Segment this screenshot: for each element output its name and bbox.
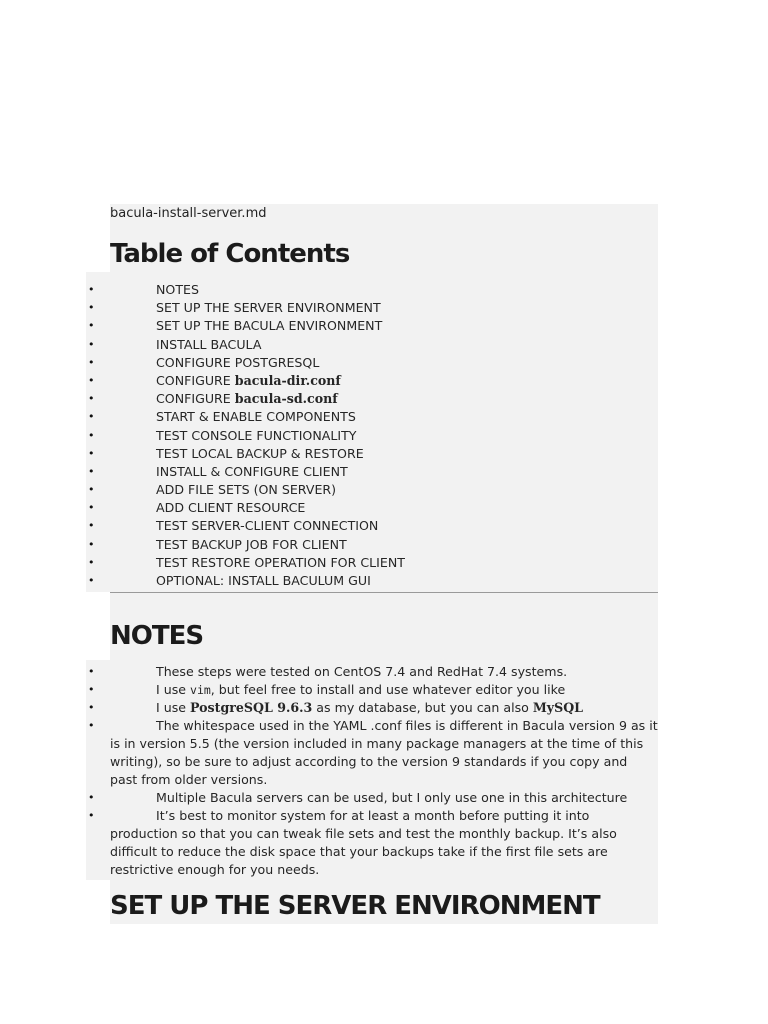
horizontal-rule [110,592,658,593]
bullet-icon: • [88,809,95,822]
toc-item[interactable]: • TEST BACKUP JOB FOR CLIENT [88,536,347,552]
bullet-icon: • [88,392,95,406]
notes-list [0,663,768,879]
toc-item[interactable]: • INSTALL BACULA [88,336,262,352]
toc-item[interactable]: • CONFIGURE bacula-sd.conf [88,391,338,407]
list-item: • I use vim, but feel free to install and use whatever editor you like [88,682,566,697]
bullet-icon: • [88,701,95,714]
list-item: • Multiple Bacula servers can be used, but I only use one in this architecture [88,790,628,805]
toc-heading: Table of Contents [110,239,350,269]
list-item: • I use PostgreSQL 9.6.3 as my database, but you can also MySQL [88,700,584,715]
toc-item[interactable]: • OPTIONAL: INSTALL BACULUM GUI [88,573,371,588]
toc-item[interactable]: • CONFIGURE bacula-dir.conf [88,372,341,388]
toc-item[interactable]: • ADD CLIENT RESOURCE [88,500,306,516]
toc-item[interactable]: • NOTES [88,282,199,297]
bullet-icon: • [88,791,95,804]
bullet-icon: • [88,373,95,387]
bullet-icon: • [88,537,95,551]
bullet-icon: • [88,337,95,351]
toc-item[interactable]: • INSTALL & CONFIGURE CLIENT [88,463,348,479]
section-heading: SET UP THE SERVER ENVIRONMENT [110,891,600,921]
bullet-icon: • [88,501,95,515]
bullet-icon: • [88,719,95,732]
bullet-icon: • [88,283,95,296]
bullet-icon: • [88,555,95,569]
list-item: • These steps were tested on CentOS 7.4 and RedHat 7.4 systems. [88,664,568,679]
bullet-icon: • [88,428,95,442]
toc-item[interactable]: • TEST LOCAL BACKUP & RESTORE [88,445,364,461]
bullet-icon: • [88,574,95,587]
file-name: bacula-install-server.md [110,206,267,221]
bullet-icon: • [88,483,95,497]
toc-list [0,281,768,590]
bullet-icon: • [88,410,95,424]
toc-item[interactable]: • CONFIGURE POSTGRESQL [88,354,320,370]
list-item: • The whitespace used in the YAML .conf files is different in Bacula version 9 as it is in version 5.5 (the version included in many package managers at the time of this writing), so be sure to adjust according to the version 9 standards if you copy and past from older versions. [88,718,658,787]
bullet-icon: • [88,665,95,678]
toc-item[interactable]: • ADD FILE SETS (ON SERVER) [88,482,337,498]
notes-heading: NOTES [110,621,204,651]
bullet-icon: • [88,355,95,369]
toc-item[interactable]: • SET UP THE SERVER ENVIRONMENT [88,300,381,316]
toc-item[interactable]: • TEST SERVER-CLIENT CONNECTION [88,518,379,534]
bullet-icon: • [88,464,95,478]
bullet-icon: • [88,301,95,315]
toc-item[interactable]: • SET UP THE BACULA ENVIRONMENT [88,318,383,334]
toc-item[interactable]: • TEST CONSOLE FUNCTIONALITY [88,427,357,443]
bullet-icon: • [88,446,95,460]
list-item: • It’s best to monitor system for at least a month before putting it into production so that you can tweak file sets and test the monthly backup. It’s also difficult to reduce the disk space that your backups take if the first file sets are restrictive enough for you needs. [88,808,617,877]
bullet-icon: • [88,319,95,333]
toc-item[interactable]: • TEST RESTORE OPERATION FOR CLIENT [88,554,405,570]
bullet-icon: • [88,683,95,696]
bullet-icon: • [88,519,95,533]
toc-item[interactable]: • START & ENABLE COMPONENTS [88,409,356,425]
